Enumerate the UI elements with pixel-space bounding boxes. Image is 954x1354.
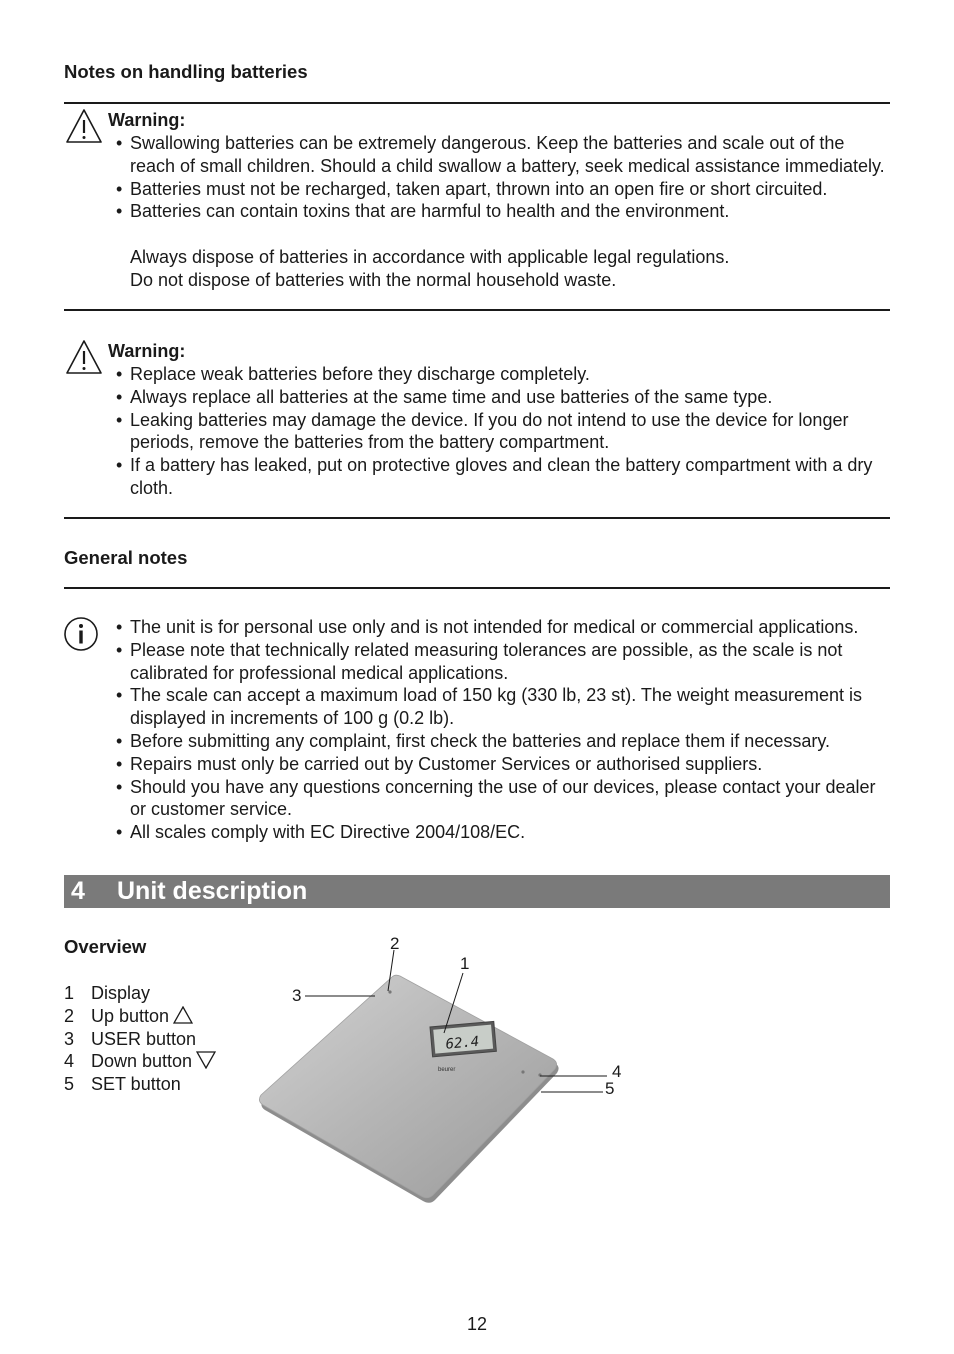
- item-label: SET button: [91, 1074, 181, 1095]
- list-item-continuation: Do not dispose of batteries with the normal household waste.: [130, 269, 617, 290]
- set-button[interactable]: [521, 1070, 524, 1073]
- batteries-heading: Notes on handling batteries: [64, 61, 308, 82]
- list-item: [64, 1005, 216, 1028]
- list-item: [64, 982, 216, 1005]
- warning-title: Warning:: [108, 110, 186, 130]
- list-item: • If a battery has leaked, put on protective gloves and clean the battery compartment with a dry cloth.: [116, 454, 886, 500]
- list-item: • The scale can accept a maximum load of 150 kg (330 lb, 23 st). The weight measurement is displayed in increments of 100 g (0.2 lb).: [116, 684, 890, 730]
- item-number: 2: [64, 1005, 75, 1026]
- item-number: 1: [64, 983, 75, 1003]
- scale-illustration: [255, 935, 635, 1210]
- list-item: • Leaking batteries may damage the device. If you do not intend to use the device for longer periods, remove the batteries from the battery compartment.: [116, 409, 886, 455]
- item-label: USER button: [91, 1028, 197, 1049]
- divider: [64, 517, 890, 519]
- list-item: • The unit is for personal use only and is not intended for medical or commercial applications.: [116, 616, 890, 639]
- list-item: • Batteries must not be recharged, taken apart, thrown into an open fire or short circuited.: [116, 178, 886, 201]
- item-label: Up button: [91, 1005, 170, 1026]
- list-item: • Please note that technically related measuring tolerances are possible, as the scale is not calibrated for professional medical applications.: [116, 639, 890, 685]
- list-item: • Replace weak batteries before they discharge completely.: [116, 363, 886, 386]
- display-reading: 62.4: [444, 1033, 480, 1053]
- list-item: [64, 1050, 216, 1073]
- general-heading: General notes: [64, 547, 188, 568]
- up-triangle-icon: [173, 1006, 193, 1024]
- warning-triangle-icon: [65, 339, 103, 375]
- divider: [64, 102, 890, 104]
- info-circle-icon: [63, 616, 99, 652]
- list-item: [64, 1073, 216, 1096]
- divider: [64, 309, 890, 311]
- warning-title: Warning:: [108, 341, 186, 361]
- section-number: 4: [71, 877, 85, 905]
- item-label: Display: [91, 983, 151, 1003]
- item-number: 5: [64, 1074, 75, 1095]
- list-item: [64, 1028, 216, 1051]
- page-number: 12: [466, 1314, 488, 1334]
- callout-label: 3: [292, 986, 302, 1005]
- general-list: [116, 616, 890, 844]
- list-item: • Batteries can contain toxins that are harmful to health and the environment.: [116, 200, 886, 223]
- user-button[interactable]: [388, 990, 391, 993]
- warning-list: [116, 132, 886, 223]
- list-item-continuation: Always dispose of batteries in accordance with applicable legal regulations.: [130, 247, 730, 267]
- item-label: Down button: [91, 1051, 193, 1072]
- list-item: • All scales comply with EC Directive 2004/108/EC.: [116, 821, 890, 844]
- overview-list: [64, 982, 216, 1096]
- item-number: 4: [64, 1051, 75, 1072]
- list-item: • Always replace all batteries at the same time and use batteries of the same type.: [116, 386, 886, 409]
- list-item: • Should you have any questions concerning the use of our devices, please contact your dealer or customer service.: [116, 776, 890, 822]
- callout-label: 2: [390, 934, 400, 953]
- list-item: • Repairs must only be carried out by Customer Services or authorised suppliers.: [116, 753, 890, 776]
- overview-heading: Overview: [64, 936, 147, 957]
- section-header: [64, 875, 890, 908]
- scale-platform: [259, 975, 556, 1198]
- list-item: • Swallowing batteries can be extremely dangerous. Keep the batteries and scale out of the reach of small children. Should a child swallow a battery, seek medical assistance immediately.: [116, 132, 886, 178]
- warning-list: [116, 363, 886, 500]
- brand-logo: beurer: [438, 1067, 456, 1073]
- divider: [64, 587, 890, 589]
- display: [430, 1021, 496, 1056]
- callout-label: 4: [612, 1062, 622, 1081]
- warning-triangle-icon: [65, 108, 103, 144]
- callout-label: 5: [605, 1079, 615, 1098]
- callout-label: 1: [460, 954, 470, 973]
- down-triangle-icon: [196, 1051, 216, 1069]
- list-item: • Before submitting any complaint, first check the batteries and replace them if necessary.: [116, 730, 890, 753]
- item-number: 3: [64, 1028, 75, 1049]
- section-title: Unit description: [117, 877, 308, 905]
